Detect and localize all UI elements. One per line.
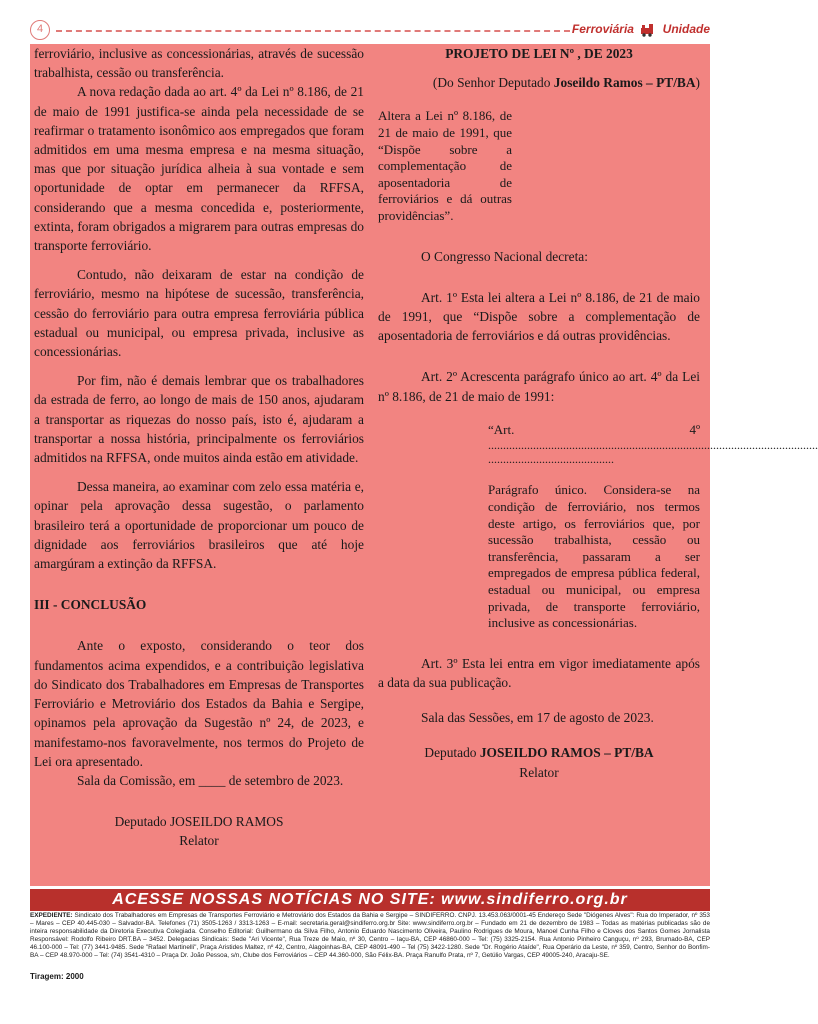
- right-signature-name: Deputado JOSEILDO RAMOS – PT/BA: [424, 745, 654, 761]
- session-date: Sala das Sessões, em 17 de agosto de 2023.: [421, 710, 654, 726]
- expediente-text: Sindicato dos Trabalhadores em Empresas de Transportes Ferroviário e Metroviário dos Estados da Bahia e Sergipe – SINDIFERRO. CNPJ. 13.453.063/0001-45 Endereço Sede "Diógenes Alves": Rua do Imperador, nº 353 – Mares – CEP 40.445-030 – Salvador-BA. Telefones (71) 3505-1263 / 3313-1263 – E-mail: secretaria.geral@sindiferro.org.br Site: www.sindiferro.org.br – Fundado em 21 de dezembro de 1983 – Todas as matérias publicadas são de inteira responsabilidade da Diretoria Executiva Colegiada. Conselho Editorial: Guilhermano da Silva Filho, Antonio Eduardo Nascimento Oliveira, Paulino Rodrigues de Moura, Manoel Cunha Filho e Cloves dos Santos Gomes Jornalista Responsável: Rodolfo Ribeiro DRT.BA – 3452. Delegacias Sindicais: Sede "Ari Vicente", Rua Treze de Maio, nº 30, Centro – Iaçu-BA, CEP 46860-000 – Tel: (75) 3325-2154. Rua Antonio Pinheiro Canguçu, nº 293, Brumado-BA, CEP 46.100-000 – Tel: (77) 3441-9485. Sede "Rafael Martinelli", Praça Aristides Maltez, nº 42, Centro, Alagoinhas-BA, CEP 48091-490 – Tel (75) 3422-1280. Sede "Dr. Rogério Ataíde", Rua Operário da Leste, nº 359, Centro, Senhor do Bonfim-BA – CEP 48.970-000 – Tel: (74) 3541-4310 – Praça Dr. João Pessoa, s/n, Clube dos Ferroviários – CEP 44.360-000, São Félix-BA. Praça Ranulfo Prata, nº 7, Getúlio Vargas, CEP 49005-240, Aracaju-SE.: [30, 912, 710, 960]
- right-signature-role: Relator: [519, 764, 559, 780]
- paragraph-2: A nova redação dada ao art. 4º da Lei nº 8.186, de 21 de maio de 1991 justifica-se ainda pela necessidade de se reafirmar o tratamento isonômico aos empregados que foram admitidos em uma mesma empresa e na mesma situação, mas que por situação jurídica alheia à sua vontade e sem oportunidade de optar em permanecer da RFFSA, considerando que a mesma concedida e, posteriormente, extinta, foram obrigados a migrarem para outras empresas do transporte ferroviário.: [34, 84, 364, 254]
- bill-ementa: Altera a Lei nº 8.186, de 21 de maio de 1991, que “Dispõe sobre a complementação de aposentadoria de ferroviários e dá outras providências”.: [378, 108, 512, 223]
- quote-dots-2: ..........................................: [488, 452, 614, 467]
- left-column: [34, 44, 364, 851]
- paragraph-7: Sala da Comissão, em ____ de setembro de 2023.: [77, 772, 344, 788]
- article-2: Art. 2º Acrescenta parágrafo único ao art. 4º da Lei nº 8.186, de 21 de maio de 1991:: [378, 369, 700, 404]
- train-logo-icon: [640, 23, 656, 37]
- right-column: [378, 44, 818, 782]
- brand-part-1: Ferroviária: [571, 22, 634, 36]
- quote-dots-1: ..............................................................................................................: [488, 438, 818, 453]
- bill-author: (Do Senhor Deputado Joseildo Ramos – PT/BA): [432, 75, 700, 91]
- sole-paragraph: Parágrafo único. Considera-se na condição de ferroviário, nos termos deste artigo, os ferroviários que, por sucessão trabalhista, cessão ou transferência, passaram a ser empregados de empresa pública federal, estadual ou municipal, ou empresa privada, de transporte ferroviário, inclusive as concessionárias.: [488, 482, 700, 631]
- quoted-article: [488, 421, 818, 632]
- header-dashed-divider: [56, 30, 570, 32]
- page-number: 4: [30, 20, 50, 40]
- decree-line: O Congresso Nacional decreta:: [421, 248, 588, 264]
- page-header: [30, 20, 710, 42]
- paragraph-1: ferroviário, inclusive as concessionárias, através de sucessão trabalhista, cessão ou transferência.: [34, 46, 364, 81]
- bill-title: PROJETO DE LEI Nº , DE 2023: [445, 46, 633, 61]
- signature-name: Deputado JOSEILDO RAMOS: [114, 814, 284, 830]
- website-banner: ACESSE NOSSAS NOTÍCIAS NO SITE: www.sindiferro.org.br: [30, 889, 710, 911]
- content-panel: [30, 44, 818, 886]
- paragraph-3: Contudo, não deixaram de estar na condição de ferroviário, mesmo na hipótese de sucessão, transferência, cessão do ferroviário para outra empresa ferroviária pública estadual ou municipal, ou empresa privada, inclusive as concessionárias.: [34, 267, 364, 360]
- newspaper-brand: [572, 22, 710, 37]
- conclusion-heading: III - CONCLUSÃO: [34, 597, 147, 613]
- brand-part-2: Unidade: [662, 22, 710, 36]
- article-3: Art. 3º Esta lei entra em vigor imediatamente após a data da sua publicação.: [378, 655, 700, 690]
- article-1: Art. 1º Esta lei altera a Lei nº 8.186, de 21 de maio de 1991, que “Dispõe sobre a complementação de aposentadoria de ferroviários e dá outras providências.: [378, 289, 700, 344]
- paragraph-4: Por fim, não é demais lembrar que os trabalhadores da estrada de ferro, ao longo de mais de 150 anos, ajudaram a transportar as riquezas do nosso país, isto é, ajudaram a transportar a nossa história, principalmente os ferroviários admitidos na RFFSA, onde muitos ainda estão em atividade.: [34, 373, 364, 466]
- expediente-block: [30, 912, 710, 961]
- paragraph-5: Dessa maneira, ao examinar com zelo essa matéria e, opinar pela aprovação dessa sugestão, o parlamento brasileiro terá a oportunidade de proporcionar um pouco de dignidade aos ferroviários brasileiros que até hoje amargúram a extinção da RFFSA.: [34, 479, 364, 572]
- expediente-label: EXPEDIENTE:: [30, 912, 73, 919]
- signature-role: Relator: [179, 833, 219, 849]
- paragraph-6: Ante o exposto, considerando o teor dos fundamentos acima expendidos, e a contribuição legislativa do Sindicato dos Trabalhadores em Empresas de Transportes Ferroviário e Metroviário dos Estados da Bahia e Sergipe, opinamos pela aprovação da Sugestão nº 24, de 2023, e manifestamo-nos favoravelmente, nos termos do Projeto de Lei ora apresentado.: [34, 638, 364, 769]
- quote-start: “Art. 4º: [488, 421, 700, 437]
- print-run: Tiragem: 2000: [30, 972, 84, 981]
